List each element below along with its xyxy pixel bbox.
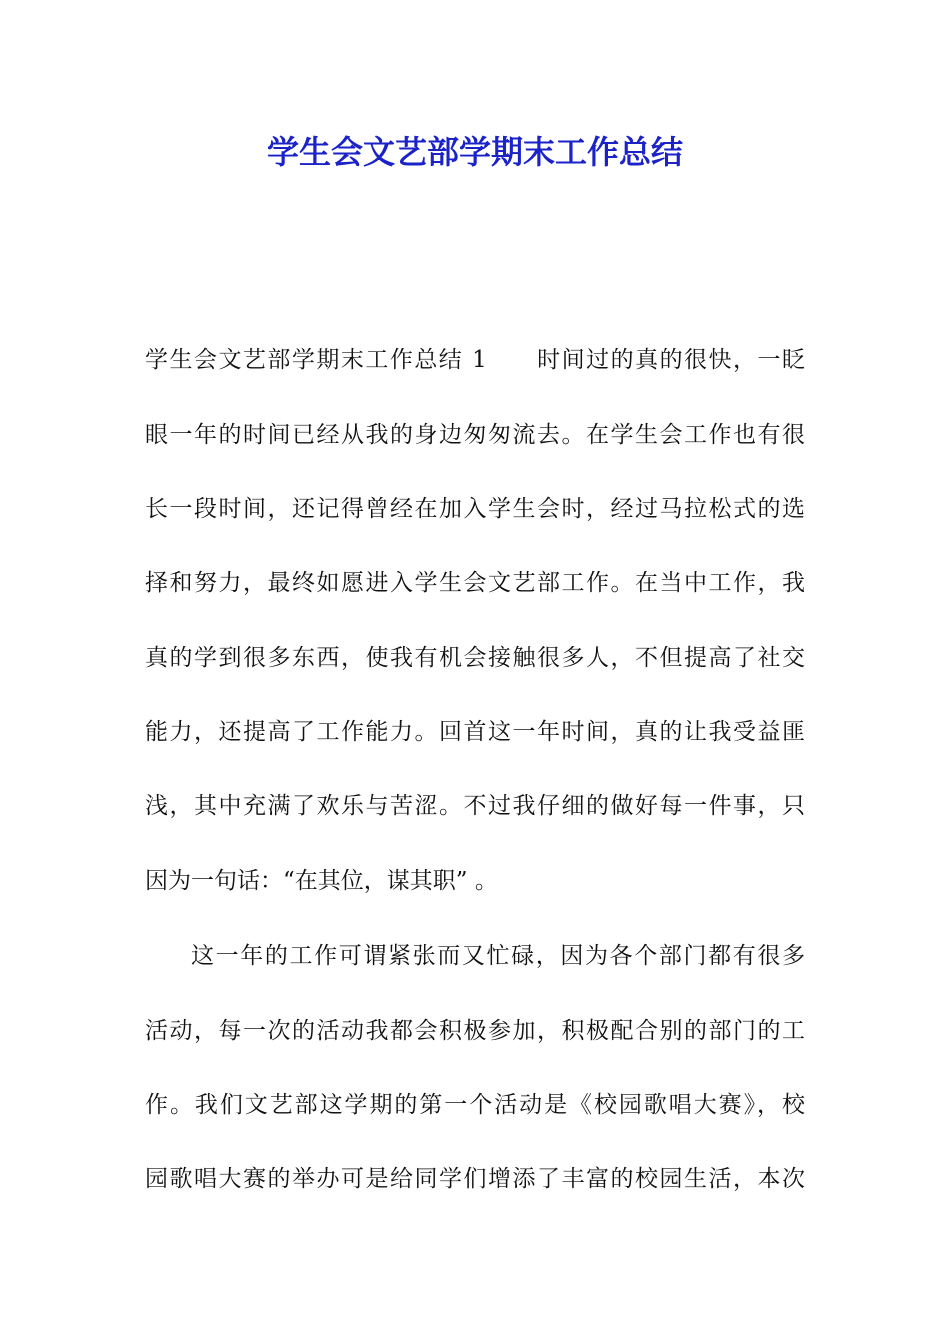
- paragraph-2-line-4: 园歌唱大赛的举办可是给同学们增添了丰富的校园生活，本次: [145, 1166, 805, 1192]
- paragraph-2-line-1: 这一年的工作可谓紧张而又忙碌，因为各个部门都有很多: [191, 943, 805, 969]
- paragraph-1-line-4: 择和努力，最终如愿进入学生会文艺部工作。在当中工作，我: [145, 570, 805, 596]
- paragraph-1-line-3: 长一段时间，还记得曾经在加入学生会时，经过马拉松式的选: [145, 496, 805, 522]
- paragraph-2-line-2: 活动，每一次的活动我都会积极参加，积极配合别的部门的工: [145, 1018, 805, 1044]
- paragraph-1-line-6: 能力，还提高了工作能力。回首这一年时间，真的让我受益匪: [145, 719, 805, 745]
- paragraph-1-line-5: 真的学到很多东西，使我有机会接触很多人，不但提高了社交: [145, 645, 805, 671]
- paragraph-1-line-7: 浅，其中充满了欢乐与苦涩。不过我仔细的做好每一件事，只: [145, 793, 805, 819]
- paragraph-1-line-1: 学生会文艺部学期末工作总结 1 时间过的真的很快，一眨: [145, 347, 805, 373]
- paragraph-1-line-2: 眼一年的时间已经从我的身边匆匆流去。在学生会工作也有很: [145, 422, 805, 448]
- document-title: 学生会文艺部学期末工作总结: [266, 133, 683, 171]
- paragraph-1-line-8: 因为一句话：“在其位，谋其职” 。: [145, 868, 498, 894]
- paragraph-2-line-3: 作。我们文艺部这学期的第一个活动是《校园歌唱大赛》，校: [145, 1092, 805, 1118]
